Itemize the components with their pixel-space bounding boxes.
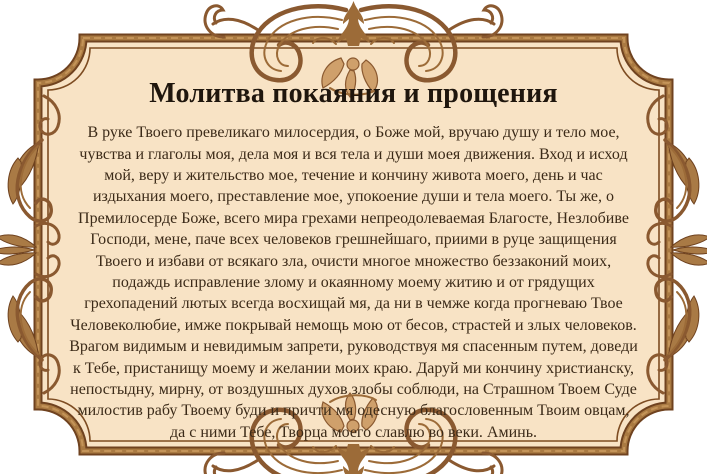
prayer-title: Молитва покаяния и прощения xyxy=(149,78,558,109)
prayer-content xyxy=(69,78,638,443)
prayer-body: В руке Твоего превеликаго милосердия, о Боже мой, вручаю душу и тело мое, чувства и глаголы моя, дела моя и вся тела и души моея движения. Вход и исход мой, веру и жительство мое, течение и кончину живота моего, день и час издыхания моего, преставление мое, упокоение души и тела моего. Ты же, о Премилосерде Боже, всего мира грехами непреодолеваемая Благосте, Незлобиве Господи, мене, паче всех человеков грешнейшаго, приими в руце защищения Твоего и избави от всякаго зла, очисти многое множество беззаконий моих, подаждь исправление злому и окаянному моему житию и от грядущих грехопадений лютых всегда восхищай мя, да ни в чемже когда прогневаю Твое Человеколюбие, имже покрывай немощь мою от бесов, страстей и злых человеков. Врагом видимым и невидимым запрети, руководствуя мя спасенным путем, доведи к Тебе, пристанищу моему и желании моих краю. Даруй ми кончину христианску, непостыдну, мирну, от воздушных духов злобы соблюди, на Страшном Твоем Суде милостив рабу Твоему буди и причти мя одесную благословенным Твоим овцам, да с ними Тебе, Творца моего славлю во веки. Аминь. xyxy=(69,124,638,441)
